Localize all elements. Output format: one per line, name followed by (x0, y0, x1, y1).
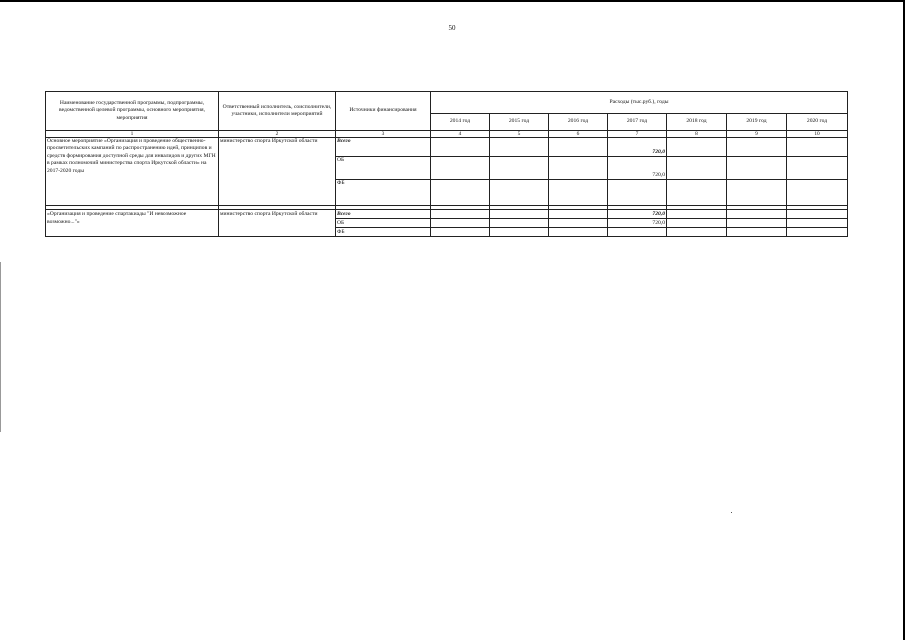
year-2017: 2017 год (608, 114, 667, 131)
amount-cell (431, 210, 490, 219)
amount-cell (667, 157, 727, 180)
amount-cell (490, 180, 549, 206)
amount-cell (490, 210, 549, 219)
amount-cell (431, 138, 490, 157)
header-responsible: Ответственный исполнитель, соисполнители, участники, исполнители мероприятий (219, 92, 336, 131)
column-number: 1 (46, 131, 219, 138)
amount-cell (431, 219, 490, 228)
amount-2017-fb (608, 228, 667, 237)
year-2018: 2018 год (667, 114, 727, 131)
page-number: 50 (448, 24, 456, 32)
column-number: 4 (431, 131, 490, 138)
amount-cell (667, 228, 727, 237)
column-number: 2 (219, 131, 336, 138)
amount-cell (549, 157, 608, 180)
source-total: Всего (336, 210, 431, 219)
scan-speck (731, 512, 732, 513)
header-name: Наименование государственной программы, подпрограммы, ведомственной целевой программы, основного мероприятия, мероприятия (46, 92, 219, 131)
amount-cell (787, 219, 848, 228)
amount-cell (787, 180, 848, 206)
column-number: 3 (336, 131, 431, 138)
amount-cell (667, 180, 727, 206)
header-row-top (46, 92, 848, 114)
amount-cell (549, 138, 608, 157)
column-number: 6 (549, 131, 608, 138)
expenses-table (45, 91, 848, 237)
column-number: 5 (490, 131, 549, 138)
amount-2017-fb (608, 180, 667, 206)
activity-name: «Организация и проведение спартакиады "И невозможное возможно..."» (46, 210, 219, 237)
responsible-executor: министерство спорта Иркутской области (219, 210, 336, 237)
amount-cell (667, 219, 727, 228)
scan-edge-mark (0, 262, 1, 432)
page-top-border (0, 0, 905, 2)
amount-cell (787, 228, 848, 237)
year-2014: 2014 год (431, 114, 490, 131)
amount-cell (787, 157, 848, 180)
column-number-row (46, 131, 848, 138)
column-number: 8 (667, 131, 727, 138)
amount-cell (490, 219, 549, 228)
amount-cell (727, 228, 787, 237)
table-row (46, 210, 848, 219)
header-expenses: Расходы (тыс.руб.), годы (431, 92, 848, 114)
amount-cell (490, 157, 549, 180)
column-number: 9 (727, 131, 787, 138)
amount-cell (490, 228, 549, 237)
amount-cell (787, 138, 848, 157)
year-2015: 2015 год (490, 114, 549, 131)
amount-2017-ob: 720,0 (608, 157, 667, 180)
amount-cell (431, 180, 490, 206)
amount-cell (727, 210, 787, 219)
source-total: Всего (336, 138, 431, 157)
year-2016: 2016 год (549, 114, 608, 131)
amount-cell (549, 219, 608, 228)
amount-cell (727, 219, 787, 228)
column-number: 10 (787, 131, 848, 138)
year-2020: 2020 год (787, 114, 848, 131)
amount-cell (787, 210, 848, 219)
amount-cell (667, 210, 727, 219)
source-ob: ОБ (336, 157, 431, 180)
amount-2017-ob: 720,0 (608, 219, 667, 228)
amount-cell (431, 157, 490, 180)
source-ob: ОБ (336, 219, 431, 228)
amount-cell (727, 138, 787, 157)
source-fb: ФБ (336, 228, 431, 237)
source-fb: ФБ (336, 180, 431, 206)
amount-cell (667, 138, 727, 157)
amount-2017-total: 720,0 (608, 210, 667, 219)
amount-cell (549, 180, 608, 206)
header-sources: Источники финансирования (336, 92, 431, 131)
year-2019: 2019 год (727, 114, 787, 131)
amount-cell (549, 228, 608, 237)
amount-cell (490, 138, 549, 157)
responsible-executor: министерство спорта Иркутской области (219, 138, 336, 206)
amount-cell (549, 210, 608, 219)
column-number: 7 (608, 131, 667, 138)
amount-cell (727, 180, 787, 206)
amount-cell (431, 228, 490, 237)
amount-cell (727, 157, 787, 180)
table-row (46, 138, 848, 157)
activity-name: Основное мероприятие «Организация и проведение общественно-просветительских кампаний по распространению идей, принципов и средств формирования доступной среды для инвалидов и других МГН в рамках полномочий министерства спорта Иркутской области» на 2017-2020 годы (46, 138, 219, 206)
amount-2017-total: 720,0 (608, 138, 667, 157)
